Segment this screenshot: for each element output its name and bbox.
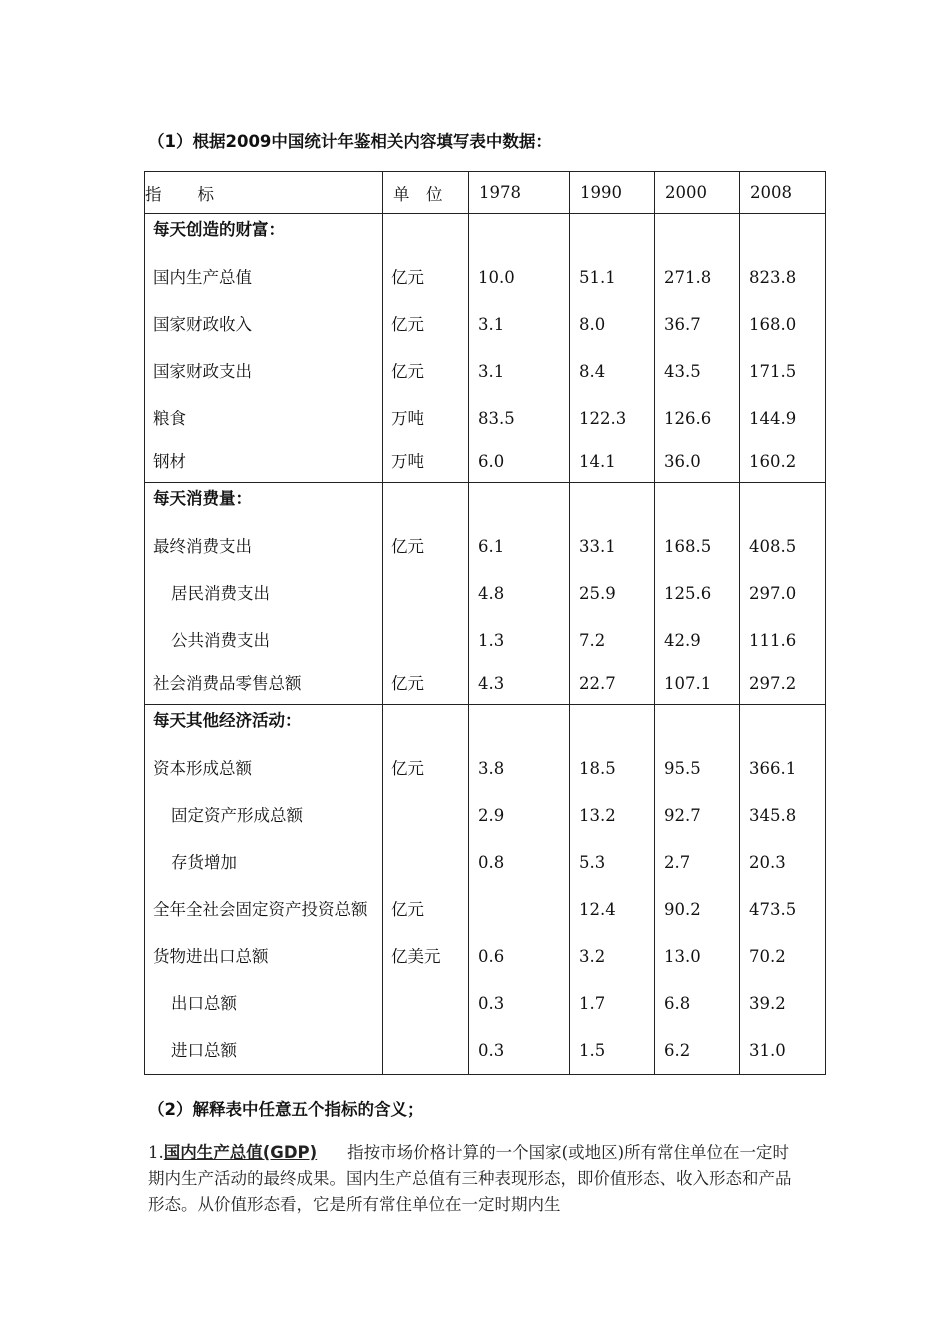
indicator-name: 社会消费品零售总额 xyxy=(153,674,302,693)
table-row xyxy=(145,442,826,483)
table-row xyxy=(145,933,826,980)
section-title: 每天创造的财富： xyxy=(153,220,285,239)
section-title: 每天其他经济活动： xyxy=(153,711,302,730)
value-cell: 366.1 xyxy=(749,758,797,778)
unit-cell: 万吨 xyxy=(391,408,424,428)
indicator-name: 进口总额 xyxy=(171,1040,237,1060)
value-cell: 6.1 xyxy=(478,536,505,556)
table-row xyxy=(145,664,826,705)
value-cell: 171.5 xyxy=(749,361,797,381)
header-1978: 1978 xyxy=(469,172,570,214)
table-row xyxy=(145,570,826,617)
definition-term: 国内生产总值(GDP) xyxy=(163,1143,318,1162)
indicator-name: 公共消费支出 xyxy=(171,630,270,650)
value-cell: 144.9 xyxy=(749,408,797,428)
header-indicator: 指 标 xyxy=(145,172,383,214)
table-row xyxy=(145,301,826,348)
value-cell: 3.1 xyxy=(478,361,505,381)
value-cell: 0.3 xyxy=(478,993,505,1013)
value-cell: 271.8 xyxy=(664,267,712,287)
value-cell: 36.0 xyxy=(664,452,701,471)
value-cell: 6.8 xyxy=(664,993,691,1013)
unit-cell: 亿元 xyxy=(391,674,424,693)
header-1990: 1990 xyxy=(570,172,655,214)
value-cell: 8.4 xyxy=(579,361,606,381)
value-cell: 1.7 xyxy=(579,993,606,1013)
value-cell: 70.2 xyxy=(749,946,786,966)
indicator-name: 国内生产总值 xyxy=(153,267,252,287)
value-cell: 4.8 xyxy=(478,583,505,603)
table-row xyxy=(145,980,826,1027)
value-cell: 6.2 xyxy=(664,1040,691,1060)
table-row xyxy=(145,792,826,839)
value-cell: 8.0 xyxy=(579,314,606,334)
definition-paragraph xyxy=(148,1140,798,1218)
table-row xyxy=(145,348,826,395)
indicator-name: 国家财政收入 xyxy=(153,314,252,334)
table-row xyxy=(145,617,826,664)
unit-cell: 亿元 xyxy=(391,267,424,287)
indicator-name: 货物进出口总额 xyxy=(153,946,269,966)
indicator-name: 钢材 xyxy=(153,452,186,471)
header-unit: 单 位 xyxy=(383,172,469,214)
indicator-name: 出口总额 xyxy=(171,993,237,1013)
indicator-name: 资本形成总额 xyxy=(153,758,252,778)
header-2000: 2000 xyxy=(655,172,740,214)
indicator-name: 粮食 xyxy=(153,408,186,428)
value-cell: 90.2 xyxy=(664,899,701,919)
unit-cell: 万吨 xyxy=(391,452,424,471)
value-cell: 20.3 xyxy=(749,852,786,872)
statistics-table xyxy=(144,171,826,1075)
value-cell: 297.2 xyxy=(749,674,797,693)
value-cell: 160.2 xyxy=(749,452,797,471)
value-cell: 18.5 xyxy=(579,758,616,778)
table-row xyxy=(145,745,826,792)
unit-cell: 亿元 xyxy=(391,536,424,556)
value-cell: 39.2 xyxy=(749,993,786,1013)
value-cell: 408.5 xyxy=(749,536,797,556)
value-cell: 51.1 xyxy=(579,267,616,287)
value-cell: 22.7 xyxy=(579,674,616,693)
question-2-heading: （2）解释表中任意五个指标的含义； xyxy=(148,1100,424,1119)
unit-cell: 亿美元 xyxy=(391,946,441,966)
table-row xyxy=(145,523,826,570)
section-title: 每天消费量： xyxy=(153,489,252,508)
value-cell: 10.0 xyxy=(478,267,515,287)
value-cell: 3.2 xyxy=(579,946,606,966)
table-row xyxy=(145,839,826,886)
unit-cell: 亿元 xyxy=(391,314,424,334)
value-cell: 14.1 xyxy=(579,452,616,471)
value-cell: 1.5 xyxy=(579,1040,606,1060)
value-cell: 31.0 xyxy=(749,1040,786,1060)
table-section-row xyxy=(145,214,826,255)
value-cell: 122.3 xyxy=(579,408,627,428)
value-cell: 1.3 xyxy=(478,630,505,650)
question-1-heading: （1）根据2009中国统计年鉴相关内容填写表中数据： xyxy=(148,132,552,151)
value-cell: 92.7 xyxy=(664,805,701,825)
value-cell: 25.9 xyxy=(579,583,616,603)
unit-cell: 亿元 xyxy=(391,758,424,778)
indicator-name: 居民消费支出 xyxy=(171,583,270,603)
indicator-name: 国家财政支出 xyxy=(153,361,252,381)
value-cell: 0.8 xyxy=(478,852,505,872)
value-cell: 5.3 xyxy=(579,852,606,872)
value-cell: 126.6 xyxy=(664,408,712,428)
value-cell: 6.0 xyxy=(478,452,505,471)
value-cell: 3.8 xyxy=(478,758,505,778)
table-header-row xyxy=(145,172,826,214)
value-cell: 0.3 xyxy=(478,1040,505,1060)
value-cell: 7.2 xyxy=(579,630,606,650)
indicator-name: 存货增加 xyxy=(171,852,237,872)
value-cell: 43.5 xyxy=(664,361,701,381)
value-cell: 12.4 xyxy=(579,899,616,919)
value-cell: 83.5 xyxy=(478,408,515,428)
value-cell: 42.9 xyxy=(664,630,701,650)
table-section-row xyxy=(145,483,826,524)
value-cell: 168.0 xyxy=(749,314,797,334)
value-cell: 2.7 xyxy=(664,852,691,872)
table-body xyxy=(145,214,826,1075)
value-cell: 111.6 xyxy=(749,630,797,650)
value-cell: 3.1 xyxy=(478,314,505,334)
unit-cell: 亿元 xyxy=(391,899,424,919)
unit-cell: 亿元 xyxy=(391,361,424,381)
table-section-row xyxy=(145,705,826,746)
table-row xyxy=(145,395,826,442)
value-cell: 125.6 xyxy=(664,583,712,603)
definition-number: 1. xyxy=(148,1143,164,1162)
header-2008: 2008 xyxy=(740,172,826,214)
value-cell: 823.8 xyxy=(749,267,797,287)
value-cell: 168.5 xyxy=(664,536,712,556)
value-cell: 107.1 xyxy=(664,674,712,693)
value-cell: 33.1 xyxy=(579,536,616,556)
indicator-name: 固定资产形成总额 xyxy=(171,805,303,825)
indicator-name: 全年全社会固定资产投资总额 xyxy=(153,899,368,919)
value-cell: 345.8 xyxy=(749,805,797,825)
value-cell: 13.0 xyxy=(664,946,701,966)
table-row xyxy=(145,254,826,301)
value-cell: 36.7 xyxy=(664,314,701,334)
table-row xyxy=(145,886,826,933)
value-cell: 13.2 xyxy=(579,805,616,825)
definition-text: 指按市场价格计算的一个国家(或地区)所有常住单位在一定时期内生产活动的最终成果。国内生产总值有三种表现形态，即价值形态、收入形态和产品形态。从价值形态看，它是所有常住单位在一定时期内生 xyxy=(148,1143,792,1214)
indicator-name: 最终消费支出 xyxy=(153,536,252,556)
value-cell: 95.5 xyxy=(664,758,701,778)
value-cell: 473.5 xyxy=(749,899,797,919)
value-cell: 4.3 xyxy=(478,674,505,693)
value-cell: 297.0 xyxy=(749,583,797,603)
value-cell: 2.9 xyxy=(478,805,505,825)
value-cell: 0.6 xyxy=(478,946,505,966)
table-row xyxy=(145,1027,826,1075)
